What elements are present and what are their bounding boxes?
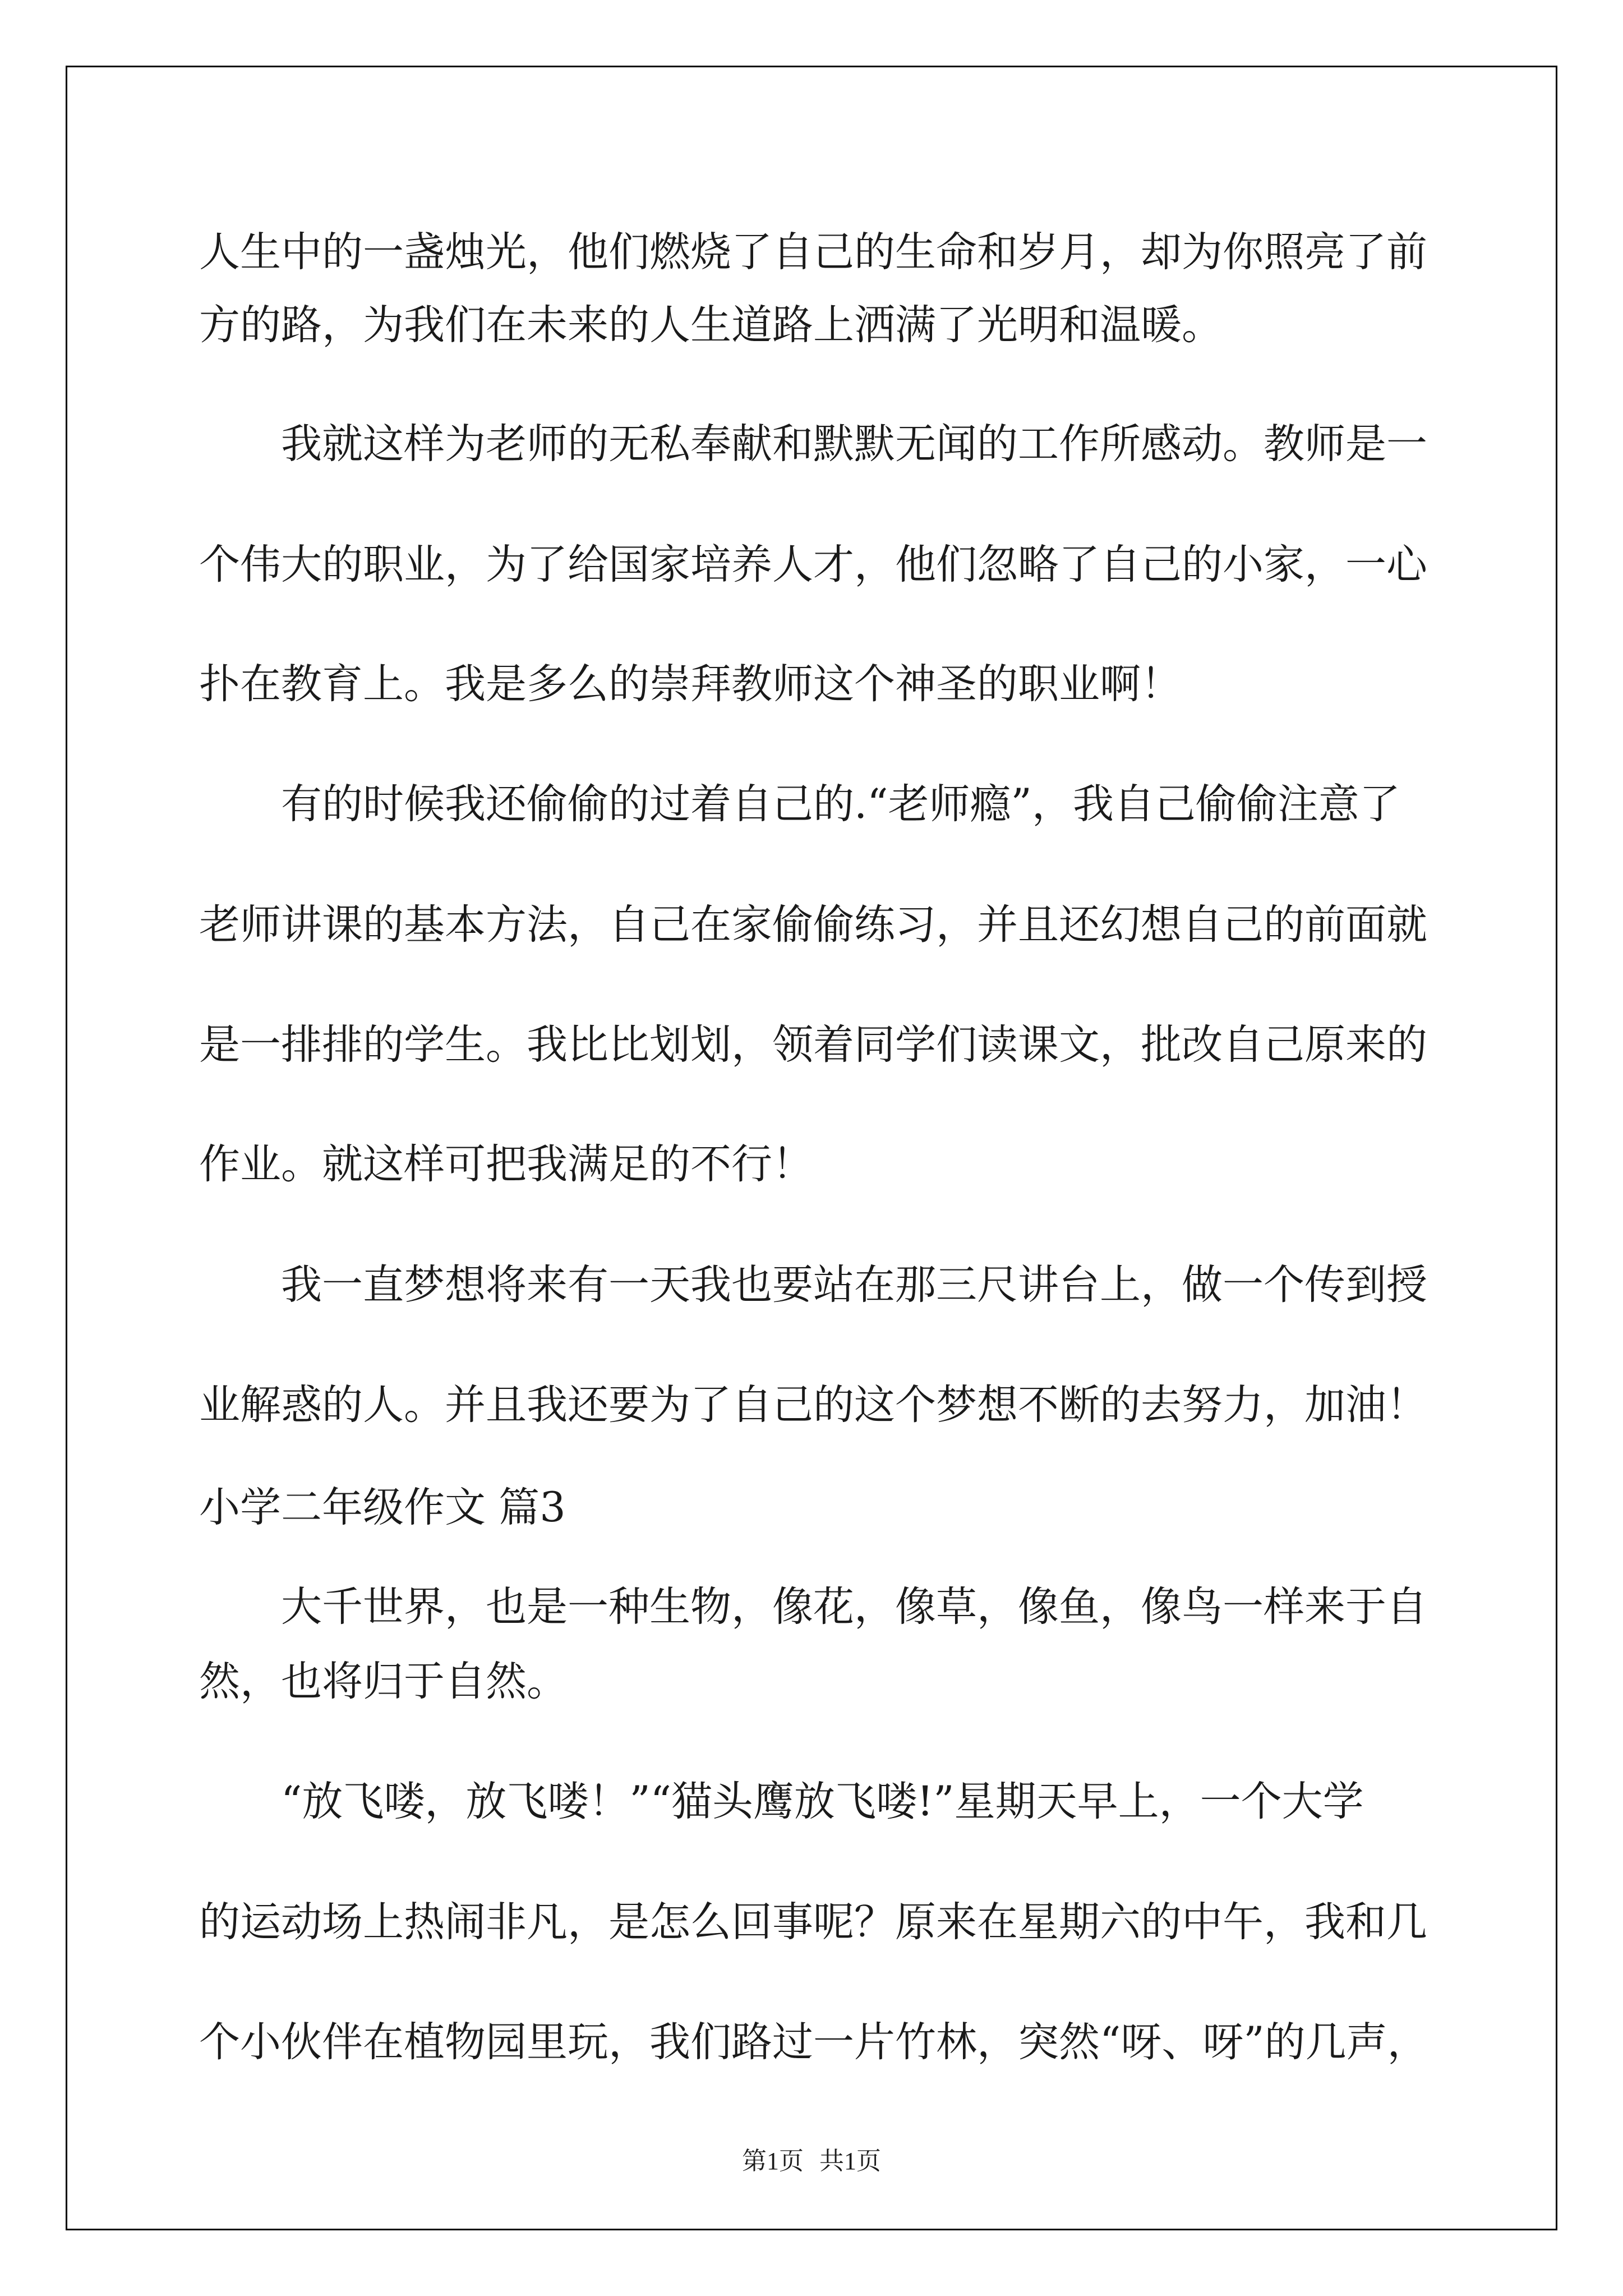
section-heading: 小学二年级作文 篇3 — [199, 1484, 566, 1531]
text-line: 方的路，为我们在未来的人生道路上洒满了光明和温暖。 — [199, 301, 1223, 349]
text-line: 的运动场上热闹非凡，是怎么回事呢？原来在星期六的中午，我和几 — [199, 1898, 1427, 1946]
text-line: 老师讲课的基本方法，自己在家偷偷练习，并且还幻想自己的前面就 — [199, 901, 1427, 949]
text-line: 有的时候我还偷偷的过着自己的.“老师瘾”，我自己偷偷注意了 — [281, 780, 1400, 828]
text-line: 大千世界，也是一种生物，像花，像草，像鱼，像鸟一样来于自 — [281, 1583, 1427, 1631]
text-line: 我一直梦想将来有一天我也要站在那三尺讲台上，做一个传到授 — [281, 1261, 1427, 1309]
text-line: 个小伙伴在植物园里玩，我们路过一片竹林，突然“呀、呀”的几声， — [199, 2018, 1428, 2066]
text-line: 人生中的一盏烛光，他们燃烧了自己的生命和岁月，却为你照亮了前 — [199, 228, 1427, 276]
text-line: 作业。就这样可把我满足的不行！ — [199, 1140, 813, 1188]
text-line: 个伟大的职业，为了给国家培养人才，他们忽略了自己的小家，一心 — [199, 541, 1427, 588]
page-total: 共1页 — [819, 2147, 881, 2175]
text-line: 业解惑的人。并且我还要为了自己的这个梦想不断的去努力，加油！ — [199, 1381, 1427, 1429]
text-line: 是一排排的学生。我比比划划，领着同学们读课文，批改自己原来的 — [199, 1021, 1427, 1069]
page-number: 第1页 — [742, 2147, 804, 2175]
text-line: 我就这样为老师的无私奉献和默默无闻的工作所感动。教师是一 — [281, 420, 1427, 468]
text-line: 扑在教育上。我是多么的崇拜教师这个神圣的职业啊！ — [199, 660, 1182, 708]
text-line: “放飞喽，放飞喽！”“猫头鹰放飞喽!”星期天早上，一个大学 — [281, 1778, 1364, 1825]
text-line: 然，也将归于自然。 — [199, 1658, 568, 1705]
page-footer — [0, 2141, 1623, 2177]
